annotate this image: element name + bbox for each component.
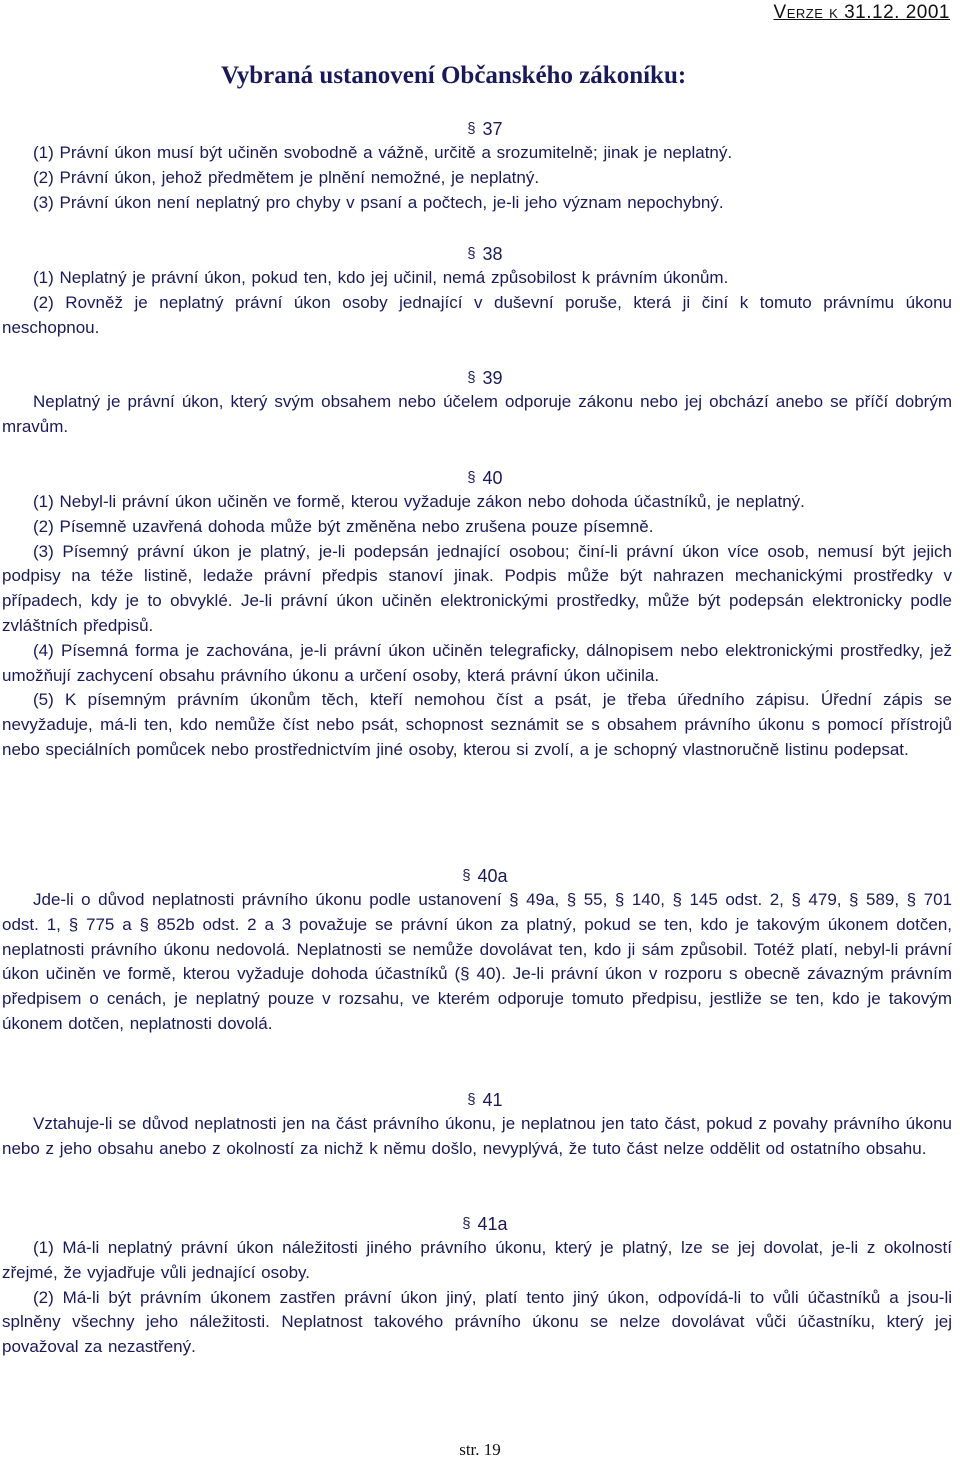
section-heading	[2, 864, 952, 888]
paragraph: Jde-li o důvod neplatnosti právního úkonu podle ustanovení § 49a, § 55, § 140, § 145 odst. 2, § 479, § 589, § 701 odst. 1, § 775 a § 852b odst. 2 a 3 považuje se právní úkon za platný, pokud se ten, kdo je takovým úkonem dotčen, neplatnosti právního úkonu nedovolá. Neplatnosti se nemůže dovolávat ten, kdo ji sám způsobil. Totéž platí, nebyl-li právní úkon učiněn ve formě, kterou vyžaduje dohoda účastníků (§ 40). Je-li právní úkon v rozporu s obecně závazným právním předpisem o cenách, je neplatný pouze v rozsahu, ve kterém odporuje tomuto předpisu, jestliže se ten, kdo je takovým úkonem dotčen, neplatnosti dovolá.	[2, 890, 952, 1033]
paragraph: (3) Písemný právní úkon je platný, je-li podepsán jednající osobou; činí-li právní úkon více osob, nemusí být jejich podpisy na téže listině, ledaže právní předpis stanoví jinak. Podpis může být nahrazen mechanickými prostředky v případech, kdy je to obvyklé. Je-li právní úkon učiněn elektronickými prostředky, může být podepsán elektronicky podle zvláštních předpisů.	[2, 541, 952, 635]
paragraph-sign: §	[467, 1091, 476, 1108]
section-number: 40	[482, 468, 503, 488]
paragraph-sign: §	[467, 245, 476, 262]
paragraph: (2) Rovněž je neplatný právní úkon osoby jednající v duševní poruše, která ji činí k tomuto právnímu úkonu neschopnou.	[2, 292, 952, 337]
paragraph: (2) Právní úkon, jehož předmětem je plnění nemožné, je neplatný.	[33, 167, 540, 187]
section-number: 38	[482, 244, 503, 264]
section-40	[2, 466, 952, 763]
section-heading	[2, 366, 952, 390]
paragraph: (5) K písemným právním úkonům těch, kteří nemohou číst a psát, je třeba úředního zápisu. Úřední zápis se nevyžaduje, má-li ten, kdo nemůže číst nebo psát, schopnost seznámit se s obsahem právního úkonu s pomocí přístrojů nebo speciálních pomůcek nebo prostřednictvím jiné osoby, kterou si zvolí, a je schopný vlastnoručně listinu podepsat.	[2, 690, 952, 759]
section-heading	[2, 466, 952, 490]
paragraph: (4) Písemná forma je zachována, je-li právní úkon učiněn telegraficky, dálnopisem nebo elektronickými prostředky, jež umožňují zachycení obsahu právního úkonu a určení osoby, která právní úkon učinila.	[2, 640, 952, 685]
section-37	[2, 117, 952, 215]
paragraph: (2) Písemně uzavřená dohoda může být změněna nebo zrušena pouze písemně.	[33, 516, 654, 536]
paragraph: (1) Neplatný je právní úkon, pokud ten, kdo jej učinil, nemá způsobilost k právním úkonům.	[33, 268, 729, 287]
paragraph-sign: §	[467, 120, 476, 137]
section-41a	[2, 1212, 952, 1360]
section-number: 41	[482, 1090, 503, 1110]
paragraph: (1) Má-li neplatný právní úkon náležitosti jiného právního úkonu, který je platný, lze se jej dovolat, je-li z okolností zřejmé, že vyjadřuje vůli jednající osoby.	[2, 1238, 952, 1282]
paragraph: (1) Právní úkon musí být učiněn svobodně a vážně, určitě a srozumitelně; jinak je neplatný.	[33, 143, 733, 162]
paragraph: Neplatný je právní úkon, který svým obsahem nebo účelem odporuje zákonu nebo jej obchází anebo se příčí dobrým mravům.	[2, 392, 952, 436]
section-number: 41a	[477, 1214, 508, 1234]
section-number: 39	[482, 368, 503, 388]
section-38	[2, 242, 952, 340]
section-heading	[2, 1212, 952, 1236]
page-number: str. 19	[459, 1440, 501, 1459]
section-number: 40a	[477, 866, 508, 886]
section-heading	[2, 117, 952, 141]
paragraph: (3) Právní úkon není neplatný pro chyby v psaní a počtech, je-li jeho význam nepochybný.	[33, 192, 724, 212]
section-40a	[2, 864, 952, 1037]
section-heading	[2, 1088, 952, 1112]
version-date: Verze k 31.12. 2001	[773, 2, 950, 23]
paragraph: (2) Má-li být právním úkonem zastřen právní úkon jiný, platí tento jiný úkon, odpovídá-li to vůli účastníků a jsou-li splněny všechny jeho náležitosti. Neplatnost takového právního úkonu se nelze dovolávat vůči účastníku, který jej považoval za nezastřený.	[2, 1287, 952, 1357]
paragraph-sign: §	[467, 469, 476, 486]
section-number: 37	[482, 119, 503, 139]
paragraph-sign: §	[467, 369, 476, 386]
paragraph-sign: §	[462, 867, 471, 884]
section-heading	[2, 242, 952, 266]
document-title: Vybraná ustanovení Občanského zákoníku:	[221, 62, 687, 89]
section-41	[2, 1088, 952, 1162]
paragraph: Vztahuje-li se důvod neplatnosti jen na část právního úkonu, je neplatnou jen tato část, pokud z povahy právního úkonu nebo z jeho obsahu anebo z okolností za nichž k němu došlo, nevyplývá, že tuto část nelze oddělit od ostatního obsahu.	[2, 1114, 952, 1158]
paragraph: (1) Nebyl-li právní úkon učiněn ve formě, kterou vyžaduje zákon nebo dohoda účastníků, je neplatný.	[33, 492, 805, 511]
paragraph-sign: §	[462, 1215, 471, 1232]
section-39	[2, 366, 952, 440]
